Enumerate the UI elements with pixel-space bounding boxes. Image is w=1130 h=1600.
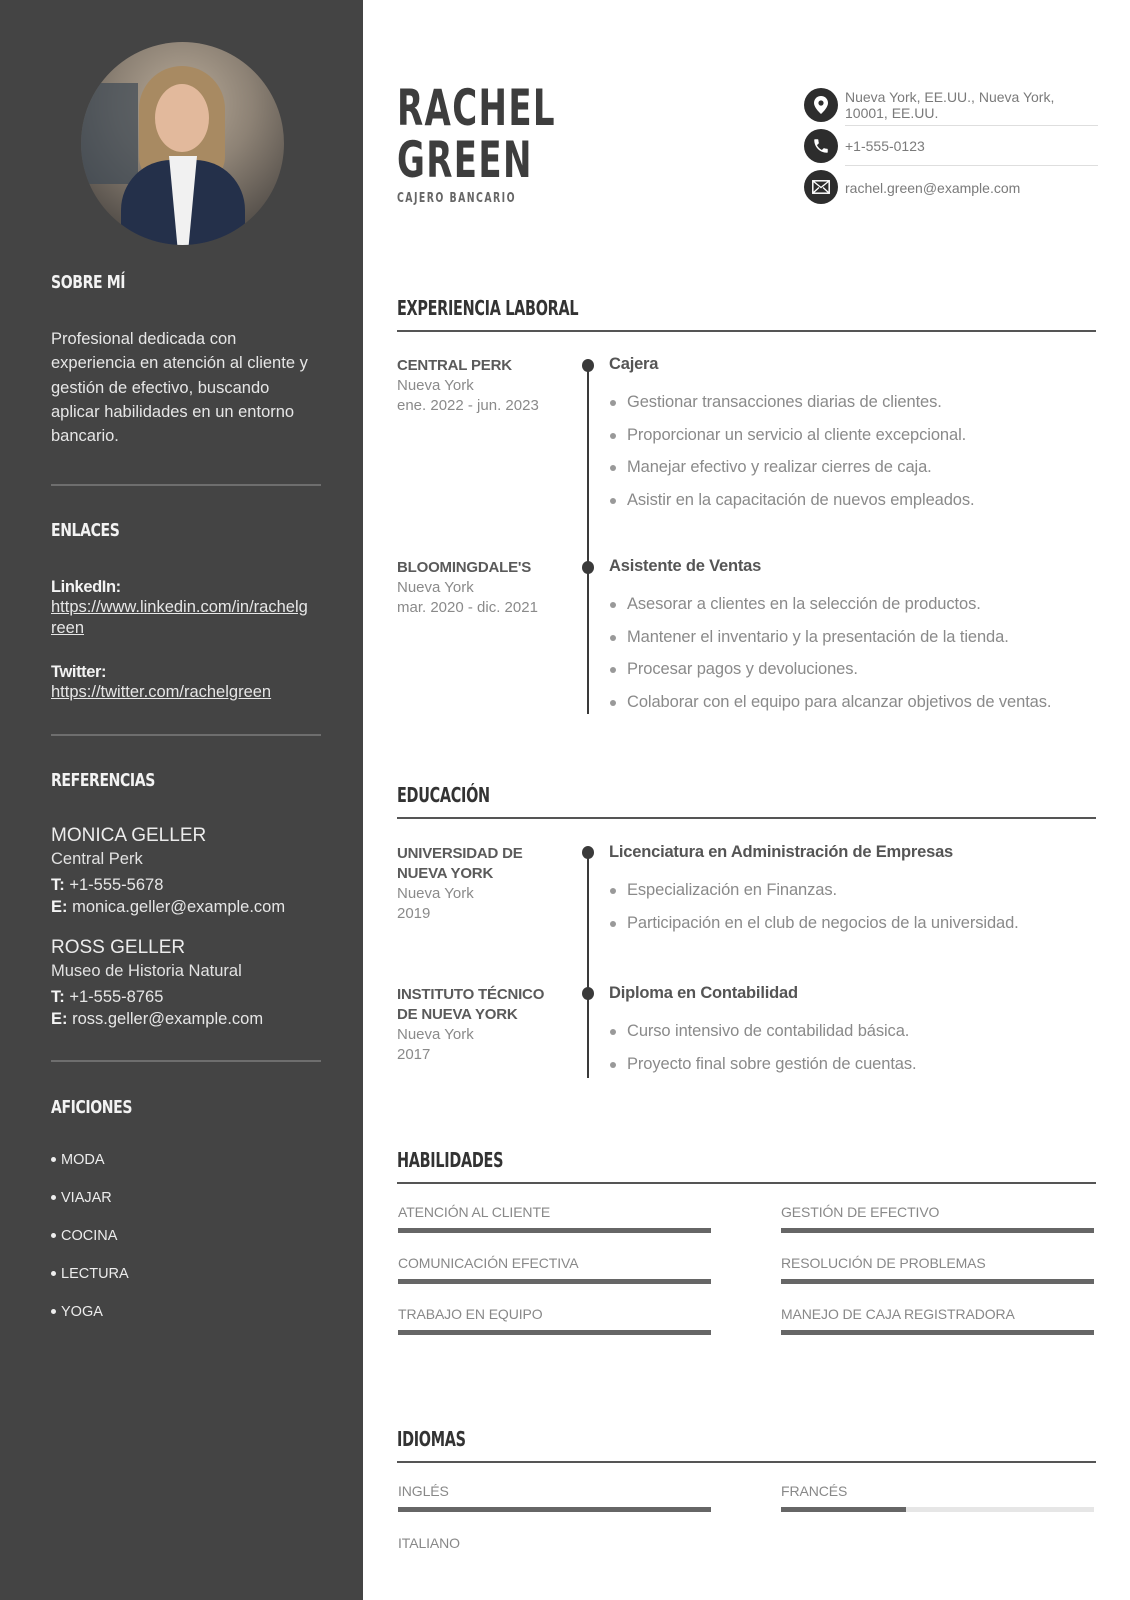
contact-block bbox=[804, 88, 1094, 208]
skill-item bbox=[781, 1204, 1094, 1220]
bullet-icon bbox=[51, 1309, 56, 1314]
contact-divider bbox=[845, 165, 1098, 166]
education-org bbox=[397, 844, 562, 924]
education-org bbox=[397, 985, 562, 1065]
bullet-icon bbox=[51, 1271, 56, 1276]
contact-email[interactable]: rachel.green@example.com bbox=[845, 180, 1021, 196]
hobby-item: COCINA bbox=[51, 1228, 117, 1244]
skills-title: HABILIDADES bbox=[397, 1148, 504, 1172]
skill-bar-fill bbox=[781, 1228, 1094, 1233]
skill-name: TRABAJO EN EQUIPO bbox=[398, 1306, 543, 1322]
job-role: Asistente de Ventas bbox=[609, 557, 762, 575]
company-name: CENTRAL PERK bbox=[397, 357, 512, 374]
job-bullet: Mantener el inventario y la presentación de la tienda. bbox=[610, 621, 1051, 654]
timeline-dot bbox=[582, 561, 594, 574]
skill-bar-fill bbox=[398, 1279, 711, 1284]
link-twitter bbox=[51, 663, 311, 703]
language-bar-fill bbox=[781, 1507, 906, 1512]
education-title: EDUCACIÓN bbox=[397, 783, 490, 807]
skill-item bbox=[781, 1255, 1094, 1271]
reference-item bbox=[51, 936, 331, 1030]
job-bullets bbox=[610, 386, 975, 516]
language-bar bbox=[781, 1507, 1094, 1512]
skill-item bbox=[781, 1306, 1094, 1322]
language-item bbox=[398, 1535, 711, 1551]
about-title: SOBRE MÍ bbox=[51, 272, 126, 293]
job-role: Cajera bbox=[609, 355, 659, 373]
experience-title: EXPERIENCIA LABORAL bbox=[397, 296, 579, 320]
reference-name: MONICA GELLER bbox=[51, 825, 207, 846]
job-bullet: Manejar efectivo y realizar cierres de caja. bbox=[610, 451, 975, 484]
timeline-line bbox=[587, 364, 589, 714]
skill-item bbox=[398, 1255, 711, 1271]
graduation-year: 2017 bbox=[397, 1046, 431, 1063]
skill-bar bbox=[781, 1228, 1094, 1233]
hobby-item: YOGA bbox=[51, 1304, 103, 1320]
languages-title: IDIOMAS bbox=[397, 1427, 466, 1451]
timeline-line bbox=[587, 852, 589, 1078]
envelope-icon bbox=[804, 170, 838, 204]
graduation-year: 2019 bbox=[397, 905, 431, 922]
job-bullet: Asistir en la capacitación de nuevos empleados. bbox=[610, 484, 975, 517]
degree-name: Licenciatura en Administración de Empresas bbox=[609, 843, 954, 861]
school-name: INSTITUTO TÉCNICO DE NUEVA YORK bbox=[397, 986, 545, 1023]
language-bar-fill bbox=[398, 1507, 711, 1512]
links-title: ENLACES bbox=[51, 520, 120, 541]
job-bullet: Colaborar con el equipo para alcanzar objetivos de ventas. bbox=[610, 686, 1051, 719]
reference-email: E: ross.geller@example.com bbox=[51, 1010, 264, 1028]
sidebar-divider bbox=[51, 734, 321, 736]
candidate-name: RACHEL GREEN bbox=[397, 79, 556, 189]
skill-name: RESOLUCIÓN DE PROBLEMAS bbox=[781, 1255, 986, 1271]
job-dates: mar. 2020 - dic. 2021 bbox=[397, 599, 538, 616]
sidebar-divider bbox=[51, 1060, 321, 1062]
job-dates: ene. 2022 - jun. 2023 bbox=[397, 397, 539, 414]
sidebar-divider bbox=[51, 484, 321, 486]
link-linkedin bbox=[51, 578, 311, 639]
skill-item bbox=[398, 1204, 711, 1220]
reference-org: Museo de Historia Natural bbox=[51, 962, 242, 980]
job-bullet: Procesar pagos y devoluciones. bbox=[610, 653, 1051, 686]
reference-email: E: monica.geller@example.com bbox=[51, 898, 286, 916]
job-bullets bbox=[610, 588, 1051, 718]
reference-name: ROSS GELLER bbox=[51, 937, 186, 958]
degree-bullet: Curso intensivo de contabilidad básica. bbox=[610, 1015, 917, 1048]
timeline-dot bbox=[582, 846, 594, 859]
skill-name: COMUNICACIÓN EFECTIVA bbox=[398, 1255, 579, 1271]
company-location: Nueva York bbox=[397, 377, 474, 394]
skill-bar bbox=[398, 1330, 711, 1335]
section-rule bbox=[397, 330, 1096, 332]
degree-bullet: Proyecto final sobre gestión de cuentas. bbox=[610, 1048, 917, 1081]
company-name: BLOOMINGDALE'S bbox=[397, 559, 532, 576]
language-name: ITALIANO bbox=[398, 1535, 460, 1551]
skill-bar bbox=[781, 1330, 1094, 1335]
job-bullet: Gestionar transacciones diarias de clientes. bbox=[610, 386, 975, 419]
skill-bar bbox=[398, 1228, 711, 1233]
skill-bar-fill bbox=[398, 1228, 711, 1233]
timeline-dot bbox=[582, 359, 594, 372]
phone-icon bbox=[804, 129, 838, 163]
job-bullet: Proporcionar un servicio al cliente excepcional. bbox=[610, 419, 975, 452]
language-item bbox=[398, 1483, 711, 1499]
job-bullet: Asesorar a clientes en la selección de productos. bbox=[610, 588, 1051, 621]
school-name: UNIVERSIDAD DE NUEVA YORK bbox=[397, 845, 523, 882]
degree-bullets bbox=[610, 1015, 917, 1080]
twitter-label: Twitter: bbox=[51, 663, 107, 681]
language-name: FRANCÉS bbox=[781, 1483, 848, 1499]
linkedin-url[interactable]: https://www.linkedin.com/in/rachelgreen bbox=[51, 598, 308, 637]
reference-phone: T: +1-555-8765 bbox=[51, 988, 164, 1006]
hobby-item: LECTURA bbox=[51, 1266, 129, 1282]
references-title: REFERENCIAS bbox=[51, 770, 155, 791]
skill-bar bbox=[398, 1279, 711, 1284]
hobby-item: VIAJAR bbox=[51, 1190, 112, 1206]
location-pin-icon bbox=[804, 88, 838, 122]
degree-bullets bbox=[610, 874, 1019, 939]
skill-bar-fill bbox=[781, 1279, 1094, 1284]
profile-photo bbox=[81, 42, 284, 245]
skill-bar-fill bbox=[398, 1330, 711, 1335]
degree-bullet: Participación en el club de negocios de la universidad. bbox=[610, 907, 1019, 940]
job-title: CAJERO BANCARIO bbox=[397, 191, 516, 206]
experience-org bbox=[397, 356, 562, 416]
degree-bullet: Especialización en Finanzas. bbox=[610, 874, 1019, 907]
contact-phone: +1-555-0123 bbox=[845, 138, 925, 154]
contact-address: Nueva York, EE.UU., Nueva York, 10001, EE.UU. bbox=[845, 89, 1055, 121]
skill-name: MANEJO DE CAJA REGISTRADORA bbox=[781, 1306, 1015, 1322]
skill-name: ATENCIÓN AL CLIENTE bbox=[398, 1204, 551, 1220]
reference-item bbox=[51, 824, 331, 918]
contact-divider bbox=[845, 125, 1098, 126]
linkedin-label: LinkedIn: bbox=[51, 578, 121, 596]
photo-face bbox=[155, 84, 209, 152]
about-text: Profesional dedicada con experiencia en atención al cliente y gestión de efectivo, buscando aplicar habilidades en un entorno bancario. bbox=[51, 330, 308, 446]
section-rule bbox=[397, 1461, 1096, 1463]
skill-item bbox=[398, 1306, 711, 1322]
section-rule bbox=[397, 817, 1096, 819]
language-name: INGLÉS bbox=[398, 1483, 449, 1499]
skill-bar-fill bbox=[781, 1330, 1094, 1335]
hobbies-title: AFICIONES bbox=[51, 1097, 133, 1118]
skill-bar bbox=[781, 1279, 1094, 1284]
sidebar bbox=[0, 0, 363, 1600]
timeline-dot bbox=[582, 987, 594, 1000]
skill-name: GESTIÓN DE EFECTIVO bbox=[781, 1204, 940, 1220]
twitter-url[interactable]: https://twitter.com/rachelgreen bbox=[51, 683, 272, 701]
language-bar bbox=[398, 1507, 711, 1512]
experience-org bbox=[397, 558, 562, 618]
reference-org: Central Perk bbox=[51, 850, 143, 868]
hobby-item: MODA bbox=[51, 1152, 105, 1168]
photo-background bbox=[81, 83, 138, 185]
bullet-icon bbox=[51, 1233, 56, 1238]
school-location: Nueva York bbox=[397, 885, 474, 902]
school-location: Nueva York bbox=[397, 1026, 474, 1043]
section-rule bbox=[397, 1182, 1096, 1184]
bullet-icon bbox=[51, 1195, 56, 1200]
language-item bbox=[781, 1483, 1094, 1499]
company-location: Nueva York bbox=[397, 579, 474, 596]
bullet-icon bbox=[51, 1157, 56, 1162]
reference-phone: T: +1-555-5678 bbox=[51, 876, 164, 894]
degree-name: Diploma en Contabilidad bbox=[609, 984, 798, 1002]
